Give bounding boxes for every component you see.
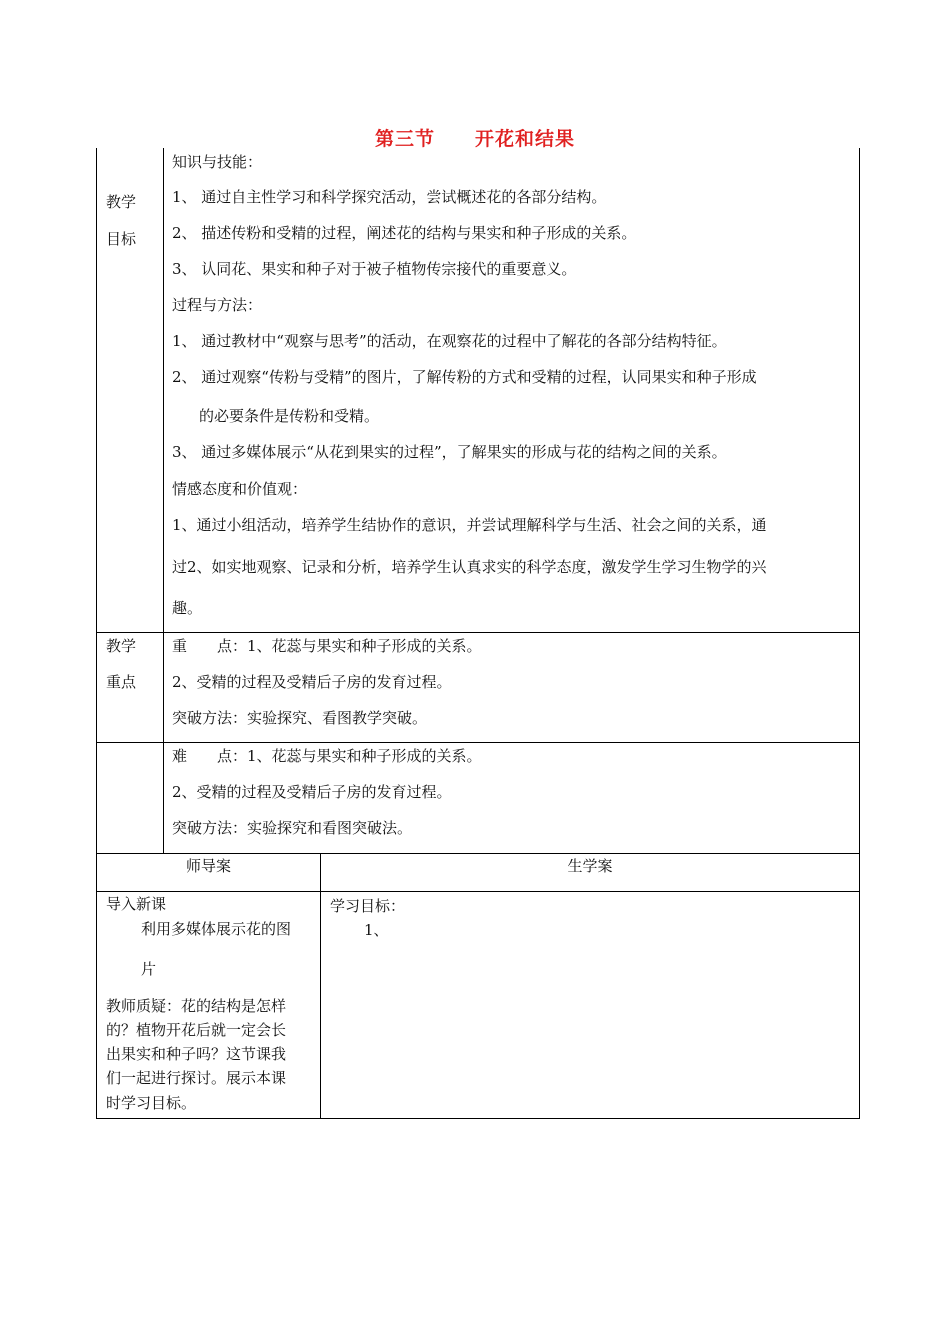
title-section-number: 第三节 xyxy=(374,128,435,150)
teacher-plan-line: 利用多媒体展示花的图 xyxy=(141,920,292,938)
student-plan-header: 生学案 xyxy=(567,857,613,875)
table-border-left xyxy=(96,148,97,1119)
objectives-line: 1、 通过教材中“观察与思考”的活动，在观察花的过程中了解花的各部分结构特征。 xyxy=(172,332,727,350)
objectives-line: 知识与技能： xyxy=(172,153,263,171)
objectives-line: 的必要条件是传粉和受精。 xyxy=(199,407,380,425)
difficulties-line: 突破方法：实验探究和看图突破法。 xyxy=(172,819,413,837)
teacher-plan-line: 出果实和种子吗？这节课我 xyxy=(106,1045,287,1063)
objectives-label-1: 教学 xyxy=(106,193,137,211)
row-divider-difficulties xyxy=(96,853,860,854)
page-title xyxy=(0,124,950,151)
objectives-line: 2、 通过观察“传粉与受精”的图片，了解传粉的方式和受精的过程，认同果实和种子形成 xyxy=(172,368,757,386)
row-divider-keypoints xyxy=(96,742,860,743)
difficulties-line: 2、受精的过程及受精后子房的发育过程。 xyxy=(172,783,452,801)
student-plan-line: 1、 xyxy=(364,921,389,939)
plan-column-divider xyxy=(320,853,321,1119)
key-points-label-2: 重点 xyxy=(106,673,137,691)
objectives-line: 1、通过小组活动，培养学生结协作的意识，并尝试理解科学与生活、社会之间的关系，通 xyxy=(172,516,767,534)
title-topic: 开花和结果 xyxy=(475,128,576,150)
teacher-plan-line: 时学习目标。 xyxy=(106,1094,197,1112)
teacher-plan-line: 的？植物开花后就一定会长 xyxy=(106,1021,287,1039)
objectives-label-2: 目标 xyxy=(106,230,137,248)
key-points-line: 重 点：1、花蕊与果实和种子形成的关系。 xyxy=(172,637,482,655)
objectives-line: 2、 描述传粉和受精的过程，阐述花的结构与果实和种子形成的关系。 xyxy=(172,224,637,242)
teacher-plan-line: 们一起进行探讨。展示本课 xyxy=(106,1069,287,1087)
table-border-bottom xyxy=(96,1118,860,1119)
difficulties-line: 难 点：1、花蕊与果实和种子形成的关系。 xyxy=(172,747,482,765)
objectives-line: 情感态度和价值观： xyxy=(172,480,308,498)
objectives-line: 3、 通过多媒体展示“从花到果实的过程”，了解果实的形成与花的结构之间的关系。 xyxy=(172,443,727,461)
teacher-plan-line: 导入新课 xyxy=(106,895,167,913)
row-divider-objectives xyxy=(96,632,860,633)
student-plan-line: 学习目标： xyxy=(330,897,406,915)
table-border-right xyxy=(859,148,860,1119)
teacher-plan-header: 师导案 xyxy=(185,857,231,875)
key-points-line: 2、受精的过程及受精后子房的发育过程。 xyxy=(172,673,452,691)
key-points-label-1: 教学 xyxy=(106,637,137,655)
objectives-line: 趣。 xyxy=(172,599,203,617)
key-points-line: 突破方法：实验探究、看图教学突破。 xyxy=(172,709,428,727)
teacher-plan-line: 片 xyxy=(141,960,157,978)
teacher-plan-line: 教师质疑：花的结构是怎样 xyxy=(106,997,287,1015)
row-divider-plan-header xyxy=(96,891,860,892)
label-column-divider xyxy=(163,148,164,853)
objectives-line: 过2、如实地观察、记录和分析，培养学生认真求实的科学态度，激发学生学习生物学的兴 xyxy=(172,558,767,576)
objectives-line: 1、 通过自主性学习和科学探究活动，尝试概述花的各部分结构。 xyxy=(172,188,607,206)
objectives-line: 过程与方法： xyxy=(172,296,263,314)
objectives-line: 3、 认同花、果实和种子对于被子植物传宗接代的重要意义。 xyxy=(172,260,577,278)
